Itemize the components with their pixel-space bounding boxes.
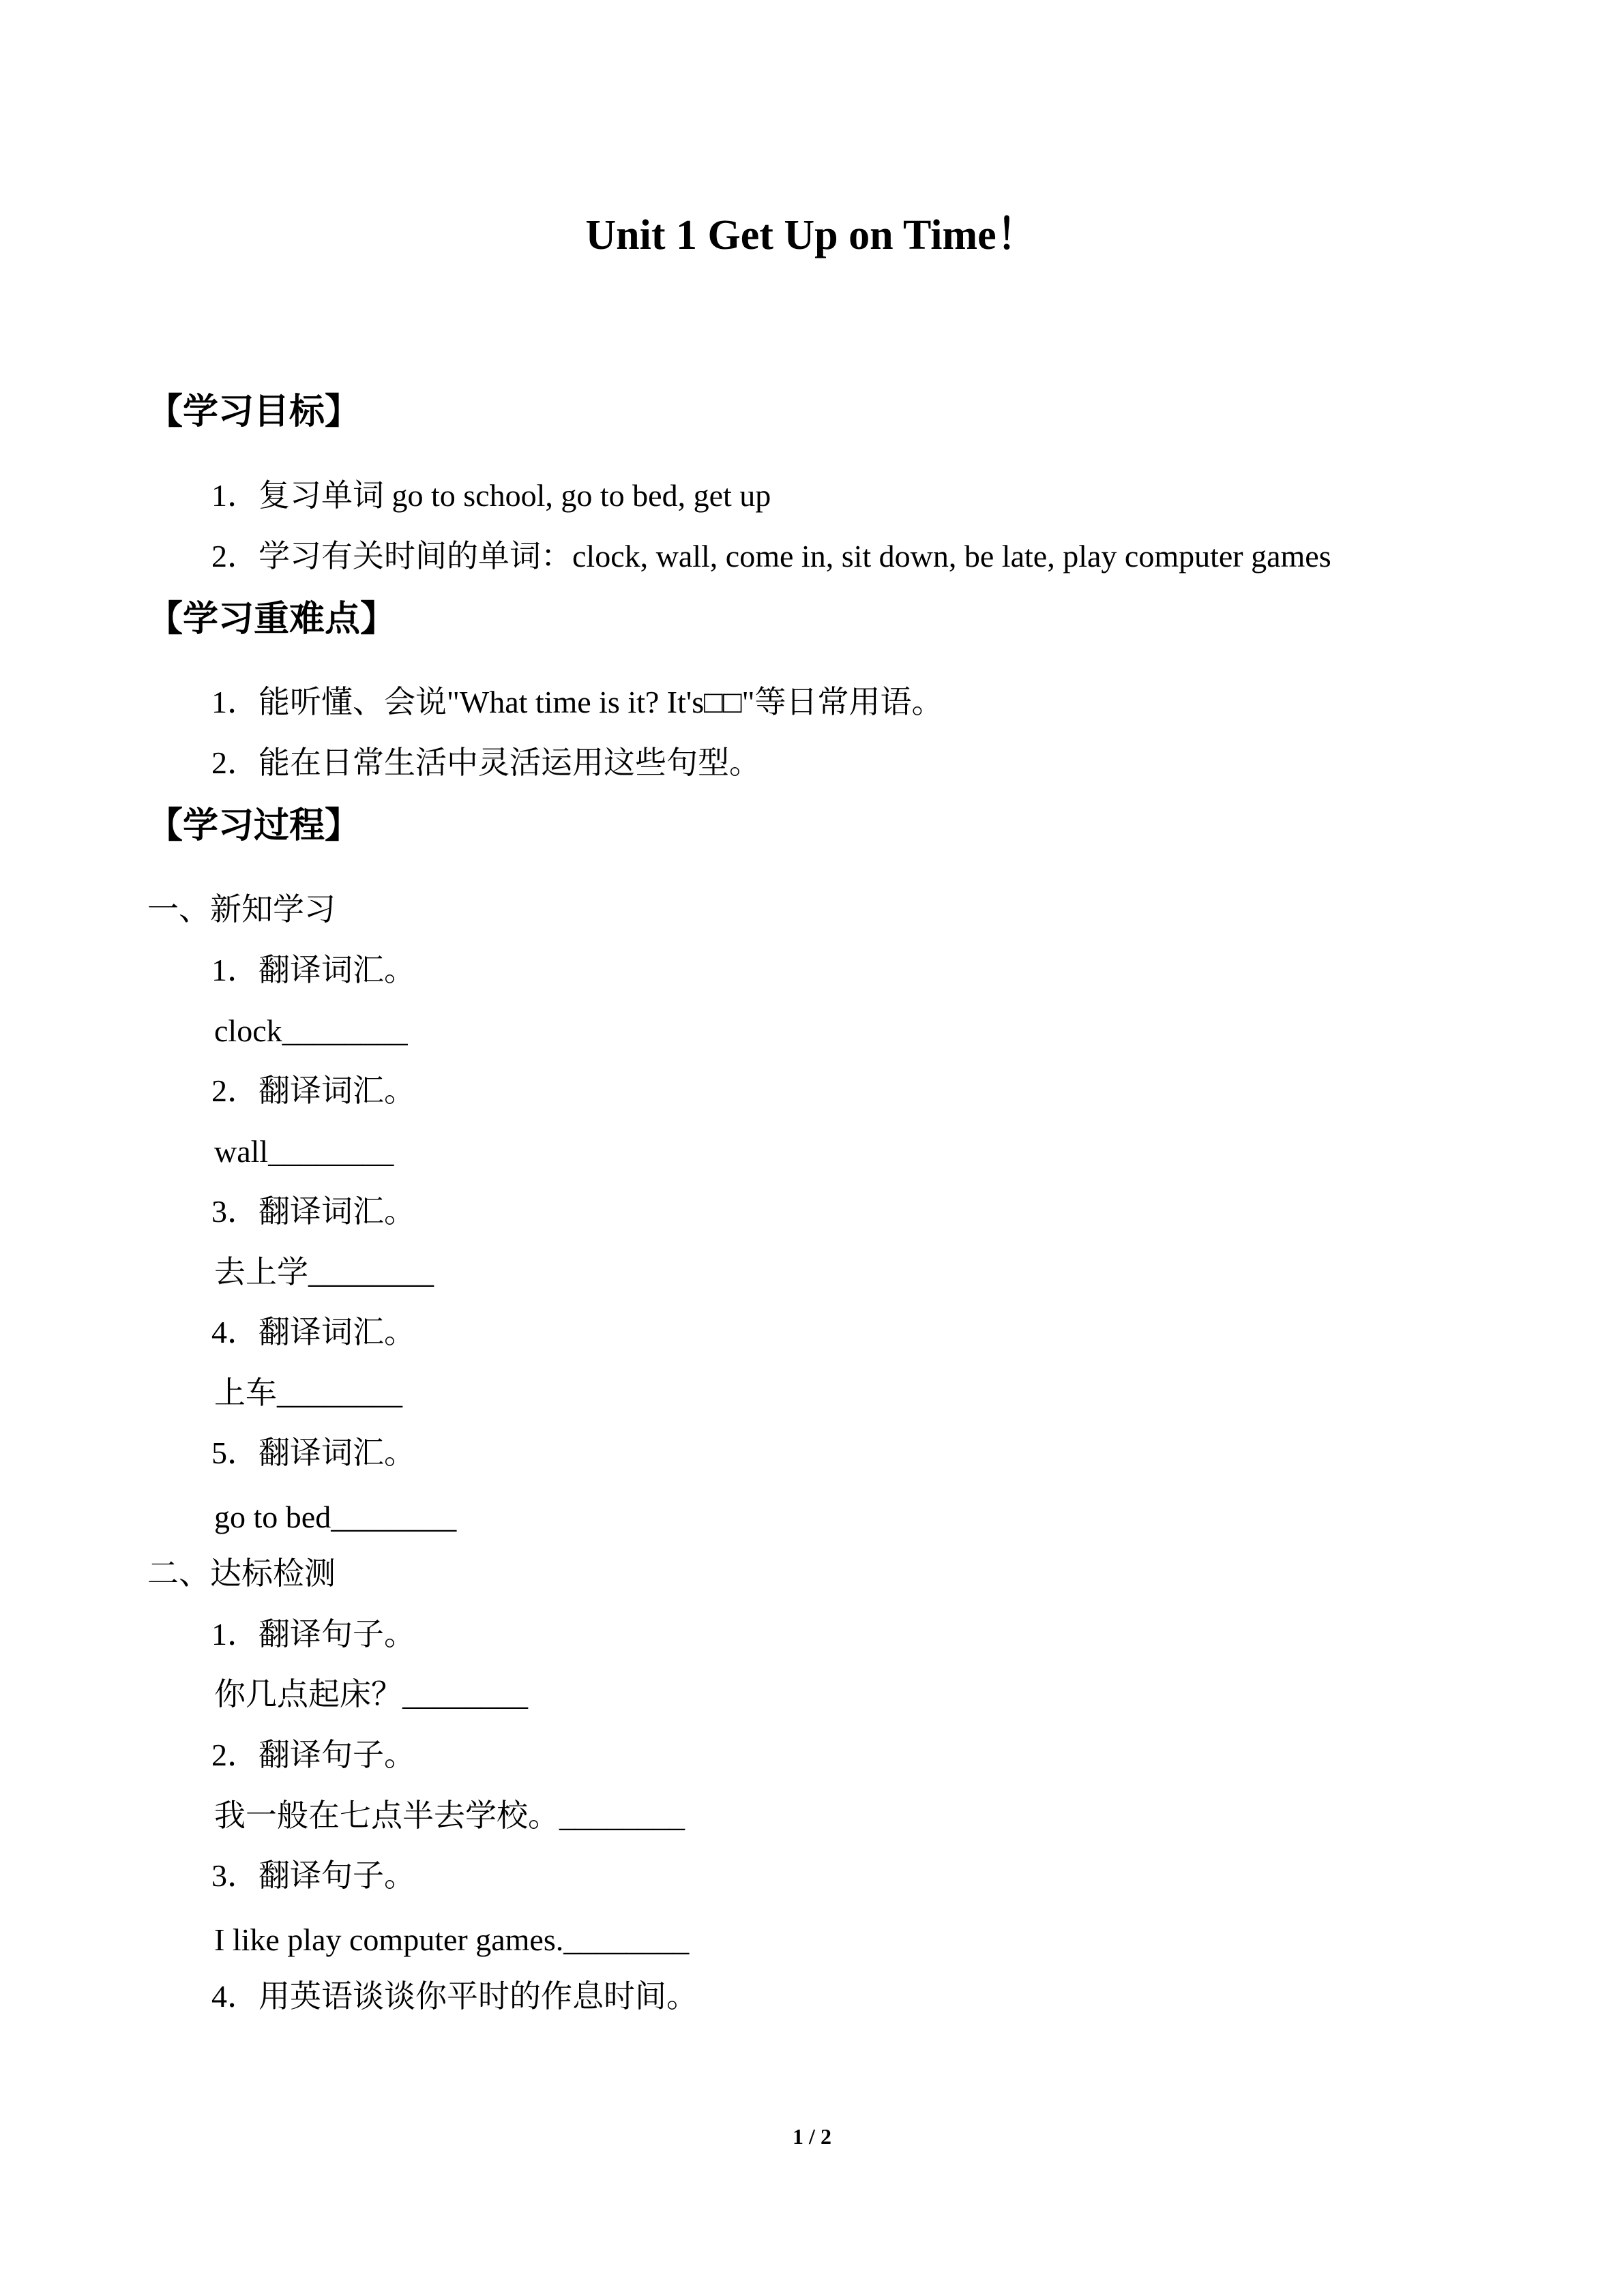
exercise-answer-line: I like play computer games.________ (214, 1922, 690, 1957)
exercise-answer-line: 我一般在七点半去学校。________ (214, 1798, 685, 1833)
objective-item: 1．复习单词 go to school, go to bed, get up (211, 478, 771, 513)
process-heading: 【学习过程】 (147, 807, 361, 846)
page-title: Unit 1 Get Up on Time！ (585, 212, 1039, 258)
key-point-item: 1．能听懂、会说"What time is it? It's□□"等日常用语。 (211, 685, 943, 719)
key-point-item: 2．能在日常生活中灵活运用这些句型。 (211, 745, 761, 780)
key-points-heading: 【学习重难点】 (147, 600, 396, 639)
exercise-prompt: 2．翻译句子。 (211, 1738, 415, 1772)
exercise-prompt: 1．翻译句子。 (211, 1617, 415, 1652)
objectives-heading: 【学习目标】 (147, 393, 361, 432)
exercise-prompt: 4．用英语谈谈你平时的作息时间。 (211, 1979, 698, 2014)
exercise-answer-line: go to bed________ (214, 1500, 457, 1534)
exercise-prompt: 3．翻译词汇。 (211, 1194, 415, 1229)
exercise-answer-line: 去上学________ (214, 1255, 434, 1289)
exercise-prompt: 1．翻译词汇。 (211, 953, 415, 987)
section-new-knowledge: 一、新知学习 (147, 892, 336, 927)
exercise-prompt: 4．翻译词汇。 (211, 1315, 415, 1350)
page-number: 1 / 2 (793, 2124, 831, 2149)
exercise-answer-line: clock________ (214, 1013, 408, 1048)
section-assessment: 二、达标检测 (147, 1556, 336, 1591)
objective-item: 2．学习有关时间的单词：clock, wall, come in, sit down, be late, play computer games (211, 539, 1331, 573)
exercise-prompt: 5．翻译词汇。 (211, 1435, 415, 1470)
exercise-answer-line: 你几点起床？________ (214, 1677, 528, 1712)
exercise-answer-line: wall________ (214, 1134, 394, 1169)
exercise-answer-line: 上车________ (214, 1375, 402, 1410)
exercise-prompt: 3．翻译句子。 (211, 1858, 415, 1893)
exercise-prompt: 2．翻译词汇。 (211, 1073, 415, 1108)
